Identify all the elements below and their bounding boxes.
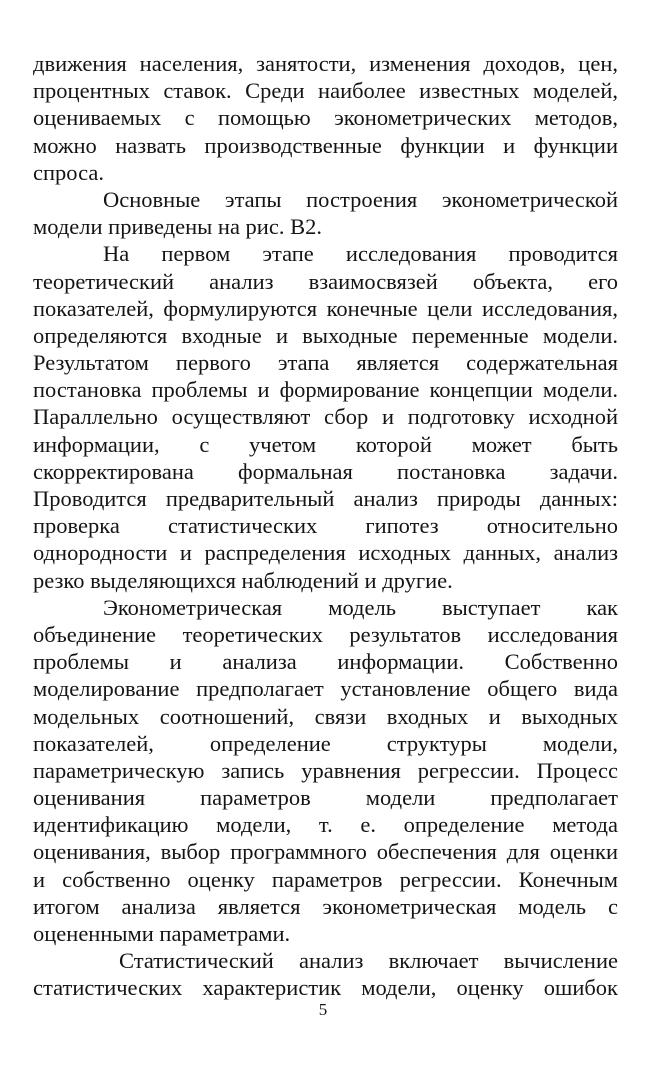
text-line: оцениваемых с помощью эконометрических методов, (33, 105, 618, 131)
text-line: параметрическую запись уравнения регрессии. Процесс (33, 757, 618, 783)
text-line: идентификацию модели, т. е. определение метода (33, 812, 618, 838)
text-line: спроса. (33, 159, 104, 185)
text-line: Основные этапы построения эконометрической (103, 186, 618, 212)
text-line: резко выделяющихся наблюдений и другие. (33, 567, 453, 593)
text-line: объединение теоретических результатов исследования (33, 621, 618, 647)
body-text (33, 50, 618, 1002)
text-line: движения населения, занятости, изменения доходов, цен, (33, 51, 618, 76)
text-line: Проводится предварительный анализ природы данных: (33, 486, 618, 511)
text-line: однородности и распределения исходных данных, анализ (33, 540, 618, 566)
text-line: итогом анализа является эконометрическая модель с (33, 893, 618, 919)
text-line: оценивания, выбор программного обеспечения для оценки (33, 839, 618, 865)
text-line: информации, с учетом которой может быть (33, 431, 618, 457)
text-line: оцененными параметрами. (33, 921, 291, 946)
text-line: модельных соотношений, связи входных и выходных (33, 703, 618, 729)
text-line: Результатом первого этапа является содержательная (33, 350, 618, 376)
text-line: Параллельно осуществляют сбор и подготовку исходной (33, 404, 618, 430)
text-line: На первом этапе исследования проводится (103, 241, 618, 267)
text-line: постановка проблемы и формирование концепции модели. (33, 377, 618, 403)
text-line: процентных ставок. Среди наиболее известных моделей, (33, 78, 618, 104)
text-line: модели приведены на рис. В2. (33, 214, 322, 240)
text-line: Эконометрическая модель выступает как (103, 594, 618, 620)
text-line: теоретический анализ взаимосвязей объекта, его (33, 268, 618, 294)
text-line: Статистический анализ включает вычисление (119, 948, 618, 974)
text-line: можно назвать производственные функции и функции (33, 132, 618, 158)
text-line: показателей, определение структуры модели, (33, 730, 618, 756)
text-line: показателей, формулируются конечные цели исследования, (33, 295, 618, 321)
text-line: определяются входные и выходные переменные модели. (33, 322, 618, 348)
text-line: проверка статистических гипотез относительно (33, 513, 618, 539)
text-line: и собственно оценку параметров регрессии. Конечным (33, 866, 618, 892)
page-number: 5 (318, 1000, 328, 1019)
text-line: проблемы и анализа информации. Собственно (33, 649, 618, 675)
text-line: моделирование предполагает установление общего вида (33, 676, 618, 702)
text-line: статистических характеристик модели, оценку ошибок (33, 975, 618, 1001)
text-line: оценивания параметров модели предполагает (33, 785, 618, 811)
text-line: скорректирована формальная постановка задачи. (33, 458, 618, 484)
